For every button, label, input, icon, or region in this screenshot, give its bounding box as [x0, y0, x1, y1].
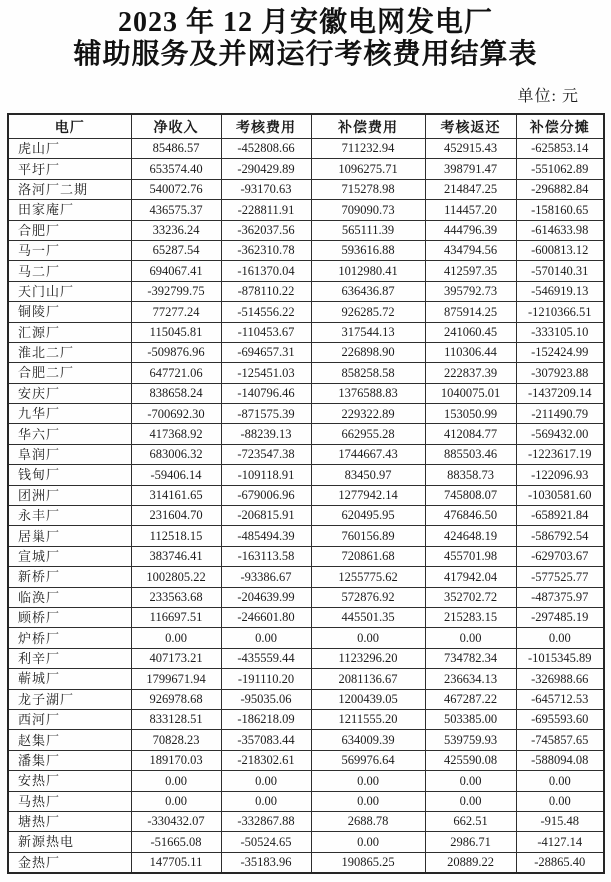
column-header-compensation-fee: 补偿费用 [311, 114, 425, 139]
value-cell: 2688.78 [311, 811, 425, 831]
table-row [8, 669, 604, 689]
table-row [8, 832, 604, 852]
value-cell: 467287.22 [425, 689, 516, 709]
value-cell: 1255775.62 [311, 567, 425, 587]
table-row [8, 200, 604, 220]
value-cell: -125451.03 [221, 363, 311, 383]
value-cell: 926978.68 [131, 689, 221, 709]
table-row [8, 485, 604, 505]
column-header-assessment-fee: 考核费用 [221, 114, 311, 139]
value-cell: -307923.88 [516, 363, 604, 383]
value-cell: 2081136.67 [311, 669, 425, 689]
value-cell: -297485.19 [516, 607, 604, 627]
value-cell: 620495.95 [311, 506, 425, 526]
table-row [8, 179, 604, 199]
value-cell: 1376588.83 [311, 383, 425, 403]
plant-name-cell: 九华厂 [8, 404, 131, 424]
value-cell: 734782.34 [425, 648, 516, 668]
value-cell: -218302.61 [221, 750, 311, 770]
plant-name-cell: 塘热厂 [8, 811, 131, 831]
plant-name-cell: 西河厂 [8, 709, 131, 729]
value-cell: 153050.99 [425, 404, 516, 424]
page-title-line1: 2023 年 12 月安徽电网发电厂 [117, 7, 493, 38]
value-cell: 593616.88 [311, 240, 425, 260]
value-cell: -871575.39 [221, 404, 311, 424]
table-row [8, 139, 604, 159]
value-cell: -723547.38 [221, 444, 311, 464]
page-title-line2: 辅助服务及并网运行考核费用结算表 [73, 39, 538, 70]
value-cell: 20889.22 [425, 852, 516, 873]
value-cell: 83450.97 [311, 465, 425, 485]
settlement-table [7, 113, 605, 874]
value-cell: 424648.19 [425, 526, 516, 546]
table-row [8, 159, 604, 179]
value-cell: 436575.37 [131, 200, 221, 220]
column-header-compensation-share: 补偿分摊 [516, 114, 604, 139]
value-cell: 709090.73 [311, 200, 425, 220]
plant-name-cell: 顾桥厂 [8, 607, 131, 627]
value-cell: 858258.58 [311, 363, 425, 383]
value-cell: 231604.70 [131, 506, 221, 526]
value-cell: 565111.39 [311, 220, 425, 240]
value-cell: 233563.68 [131, 587, 221, 607]
value-cell: 395792.73 [425, 281, 516, 301]
header-row [8, 114, 604, 139]
value-cell: 452915.43 [425, 139, 516, 159]
value-cell: -28865.40 [516, 852, 604, 873]
value-cell: 0.00 [425, 791, 516, 811]
plant-name-cell: 新源热电 [8, 832, 131, 852]
value-cell: -88239.13 [221, 424, 311, 444]
value-cell: 241060.45 [425, 322, 516, 342]
value-cell: -600813.12 [516, 240, 604, 260]
table-row [8, 730, 604, 750]
value-cell: -1210366.51 [516, 302, 604, 322]
table-row [8, 220, 604, 240]
plant-name-cell: 阜润厂 [8, 444, 131, 464]
plant-name-cell: 合肥二厂 [8, 363, 131, 383]
plant-name-cell: 洛河厂二期 [8, 179, 131, 199]
table-row [8, 546, 604, 566]
table-row [8, 811, 604, 831]
table-row [8, 465, 604, 485]
value-cell: 662.51 [425, 811, 516, 831]
value-cell: 634009.39 [311, 730, 425, 750]
value-cell: -509876.96 [131, 342, 221, 362]
table-row [8, 322, 604, 342]
value-cell: -152424.99 [516, 342, 604, 362]
value-cell: 1277942.14 [311, 485, 425, 505]
value-cell: 114457.20 [425, 200, 516, 220]
value-cell: 236634.13 [425, 669, 516, 689]
value-cell: 1040075.01 [425, 383, 516, 403]
value-cell: 112518.15 [131, 526, 221, 546]
plant-name-cell: 合肥厂 [8, 220, 131, 240]
value-cell: 0.00 [131, 791, 221, 811]
table-row [8, 363, 604, 383]
value-cell: 407173.21 [131, 648, 221, 668]
table-row [8, 342, 604, 362]
value-cell: 0.00 [221, 628, 311, 648]
value-cell: 2986.71 [425, 832, 516, 852]
value-cell: 838658.24 [131, 383, 221, 403]
value-cell: 417368.92 [131, 424, 221, 444]
value-cell: -50524.65 [221, 832, 311, 852]
value-cell: 476846.50 [425, 506, 516, 526]
value-cell: -362037.56 [221, 220, 311, 240]
value-cell: 88358.73 [425, 465, 516, 485]
table-row [8, 709, 604, 729]
value-cell: 720861.68 [311, 546, 425, 566]
value-cell: -570140.31 [516, 261, 604, 281]
value-cell: -333105.10 [516, 322, 604, 342]
value-cell: -163113.58 [221, 546, 311, 566]
value-cell: 1744667.43 [311, 444, 425, 464]
value-cell: 115045.81 [131, 322, 221, 342]
value-cell: 0.00 [425, 628, 516, 648]
value-cell: 445501.35 [311, 607, 425, 627]
plant-name-cell: 汇源厂 [8, 322, 131, 342]
value-cell: 0.00 [131, 771, 221, 791]
value-cell: 110306.44 [425, 342, 516, 362]
value-cell: -1015345.89 [516, 648, 604, 668]
value-cell: 455701.98 [425, 546, 516, 566]
plant-name-cell: 马一厂 [8, 240, 131, 260]
value-cell: -35183.96 [221, 852, 311, 873]
value-cell: -679006.96 [221, 485, 311, 505]
value-cell: -228811.91 [221, 200, 311, 220]
plant-name-cell: 安热厂 [8, 771, 131, 791]
plant-name-cell: 新桥厂 [8, 567, 131, 587]
value-cell: 653574.40 [131, 159, 221, 179]
value-cell: -878110.22 [221, 281, 311, 301]
table-row [8, 648, 604, 668]
plant-name-cell: 钱甸厂 [8, 465, 131, 485]
value-cell: 745808.07 [425, 485, 516, 505]
value-cell: 926285.72 [311, 302, 425, 322]
value-cell: 503385.00 [425, 709, 516, 729]
value-cell: 0.00 [516, 628, 604, 648]
value-cell: -332867.88 [221, 811, 311, 831]
value-cell: 711232.94 [311, 139, 425, 159]
table-row [8, 526, 604, 546]
value-cell: -435559.44 [221, 648, 311, 668]
plant-name-cell: 团洲厂 [8, 485, 131, 505]
value-cell: 77277.24 [131, 302, 221, 322]
plant-name-cell: 宣城厂 [8, 546, 131, 566]
value-cell: -629703.67 [516, 546, 604, 566]
table-row [8, 281, 604, 301]
value-cell: 0.00 [311, 791, 425, 811]
value-cell: -158160.65 [516, 200, 604, 220]
plant-name-cell: 安庆厂 [8, 383, 131, 403]
plant-name-cell: 田家庵厂 [8, 200, 131, 220]
plant-name-cell: 平圩厂 [8, 159, 131, 179]
plant-name-cell: 蕲城厂 [8, 669, 131, 689]
value-cell: 65287.54 [131, 240, 221, 260]
value-cell: -290429.89 [221, 159, 311, 179]
table-row [8, 607, 604, 627]
value-cell: 434794.56 [425, 240, 516, 260]
value-cell: -161370.04 [221, 261, 311, 281]
value-cell: -485494.39 [221, 526, 311, 546]
value-cell: -695593.60 [516, 709, 604, 729]
value-cell: 222837.39 [425, 363, 516, 383]
value-cell: 1096275.71 [311, 159, 425, 179]
value-cell: 215283.15 [425, 607, 516, 627]
value-cell: -577525.77 [516, 567, 604, 587]
table-row [8, 587, 604, 607]
value-cell: -140796.46 [221, 383, 311, 403]
column-header-assessment-refund: 考核返还 [425, 114, 516, 139]
value-cell: -745857.65 [516, 730, 604, 750]
value-cell: 444796.39 [425, 220, 516, 240]
value-cell: 539759.93 [425, 730, 516, 750]
plant-name-cell: 临涣厂 [8, 587, 131, 607]
value-cell: -551062.89 [516, 159, 604, 179]
value-cell: 314161.65 [131, 485, 221, 505]
value-cell: 1799671.94 [131, 669, 221, 689]
value-cell: 0.00 [311, 771, 425, 791]
value-cell: -588094.08 [516, 750, 604, 770]
plant-name-cell: 淮北二厂 [8, 342, 131, 362]
value-cell: 352702.72 [425, 587, 516, 607]
value-cell: 715278.98 [311, 179, 425, 199]
value-cell: 0.00 [311, 628, 425, 648]
plant-name-cell: 金热厂 [8, 852, 131, 873]
value-cell: 85486.57 [131, 139, 221, 159]
value-cell: -614633.98 [516, 220, 604, 240]
table-row [8, 567, 604, 587]
table-row [8, 628, 604, 648]
value-cell: 229322.89 [311, 404, 425, 424]
plant-name-cell: 马热厂 [8, 791, 131, 811]
value-cell: -392799.75 [131, 281, 221, 301]
value-cell: 1002805.22 [131, 567, 221, 587]
value-cell: 226898.90 [311, 342, 425, 362]
value-cell: -586792.54 [516, 526, 604, 546]
value-cell: 425590.08 [425, 750, 516, 770]
value-cell: 0.00 [221, 791, 311, 811]
table-row [8, 852, 604, 873]
value-cell: -93170.63 [221, 179, 311, 199]
value-cell: 412084.77 [425, 424, 516, 444]
table-row [8, 506, 604, 526]
table-row [8, 404, 604, 424]
plant-name-cell: 天门山厂 [8, 281, 131, 301]
plant-name-cell: 潘集厂 [8, 750, 131, 770]
value-cell: -211490.79 [516, 404, 604, 424]
value-cell: 0.00 [425, 771, 516, 791]
value-cell: 398791.47 [425, 159, 516, 179]
value-cell: -452808.66 [221, 139, 311, 159]
value-cell: 1211555.20 [311, 709, 425, 729]
value-cell: -625853.14 [516, 139, 604, 159]
value-cell: 662955.28 [311, 424, 425, 444]
plant-name-cell: 居巢厂 [8, 526, 131, 546]
value-cell: -694657.31 [221, 342, 311, 362]
value-cell: 647721.06 [131, 363, 221, 383]
value-cell: -59406.14 [131, 465, 221, 485]
value-cell: 572876.92 [311, 587, 425, 607]
plant-name-cell: 华六厂 [8, 424, 131, 444]
value-cell: 0.00 [311, 832, 425, 852]
table-row [8, 689, 604, 709]
value-cell: 417942.04 [425, 567, 516, 587]
table-row [8, 791, 604, 811]
value-cell: -296882.84 [516, 179, 604, 199]
value-cell: 885503.46 [425, 444, 516, 464]
plant-name-cell: 赵集厂 [8, 730, 131, 750]
value-cell: 116697.51 [131, 607, 221, 627]
value-cell: 412597.35 [425, 261, 516, 281]
value-cell: 383746.41 [131, 546, 221, 566]
table-row [8, 750, 604, 770]
value-cell: -95035.06 [221, 689, 311, 709]
value-cell: -362310.78 [221, 240, 311, 260]
plant-name-cell: 铜陵厂 [8, 302, 131, 322]
value-cell: 833128.51 [131, 709, 221, 729]
value-cell: 0.00 [516, 771, 604, 791]
value-cell: -110453.67 [221, 322, 311, 342]
value-cell: 694067.41 [131, 261, 221, 281]
value-cell: 147705.11 [131, 852, 221, 873]
value-cell: 214847.25 [425, 179, 516, 199]
value-cell: 1123296.20 [311, 648, 425, 668]
value-cell: -186218.09 [221, 709, 311, 729]
value-cell: -204639.99 [221, 587, 311, 607]
value-cell: 190865.25 [311, 852, 425, 873]
value-cell: 33236.24 [131, 220, 221, 240]
value-cell: 70828.23 [131, 730, 221, 750]
value-cell: 1200439.05 [311, 689, 425, 709]
value-cell: -93386.67 [221, 567, 311, 587]
column-header-net-income: 净收入 [131, 114, 221, 139]
value-cell: 760156.89 [311, 526, 425, 546]
value-cell: 0.00 [221, 771, 311, 791]
value-cell: -51665.08 [131, 832, 221, 852]
table-row [8, 771, 604, 791]
value-cell: -1223617.19 [516, 444, 604, 464]
value-cell: 569976.64 [311, 750, 425, 770]
value-cell: -1437209.14 [516, 383, 604, 403]
value-cell: -514556.22 [221, 302, 311, 322]
value-cell: -487375.97 [516, 587, 604, 607]
value-cell: -191110.20 [221, 669, 311, 689]
page-title [0, 0, 611, 71]
column-header-plant: 电厂 [8, 114, 131, 139]
value-cell: 875914.25 [425, 302, 516, 322]
value-cell: -357083.44 [221, 730, 311, 750]
value-cell: -569432.00 [516, 424, 604, 444]
value-cell: -109118.91 [221, 465, 311, 485]
table-row [8, 302, 604, 322]
value-cell: -326988.66 [516, 669, 604, 689]
table-row [8, 261, 604, 281]
value-cell: -700692.30 [131, 404, 221, 424]
value-cell: -915.48 [516, 811, 604, 831]
value-cell: -206815.91 [221, 506, 311, 526]
value-cell: 683006.32 [131, 444, 221, 464]
value-cell: 636436.87 [311, 281, 425, 301]
table-row [8, 424, 604, 444]
plant-name-cell: 虎山厂 [8, 139, 131, 159]
value-cell: -658921.84 [516, 506, 604, 526]
value-cell: 0.00 [131, 628, 221, 648]
value-cell: -1030581.60 [516, 485, 604, 505]
value-cell: 189170.03 [131, 750, 221, 770]
value-cell: -330432.07 [131, 811, 221, 831]
value-cell: 540072.76 [131, 179, 221, 199]
plant-name-cell: 永丰厂 [8, 506, 131, 526]
value-cell: 317544.13 [311, 322, 425, 342]
table-row [8, 240, 604, 260]
table-row [8, 383, 604, 403]
plant-name-cell: 炉桥厂 [8, 628, 131, 648]
value-cell: -645712.53 [516, 689, 604, 709]
plant-name-cell: 利辛厂 [8, 648, 131, 668]
value-cell: 1012980.41 [311, 261, 425, 281]
plant-name-cell: 马二厂 [8, 261, 131, 281]
value-cell: -4127.14 [516, 832, 604, 852]
table-row [8, 444, 604, 464]
value-cell: -546919.13 [516, 281, 604, 301]
value-cell: -122096.93 [516, 465, 604, 485]
unit-label: 单位: 元 [517, 88, 579, 105]
plant-name-cell: 龙子湖厂 [8, 689, 131, 709]
value-cell: -246601.80 [221, 607, 311, 627]
value-cell: 0.00 [516, 791, 604, 811]
